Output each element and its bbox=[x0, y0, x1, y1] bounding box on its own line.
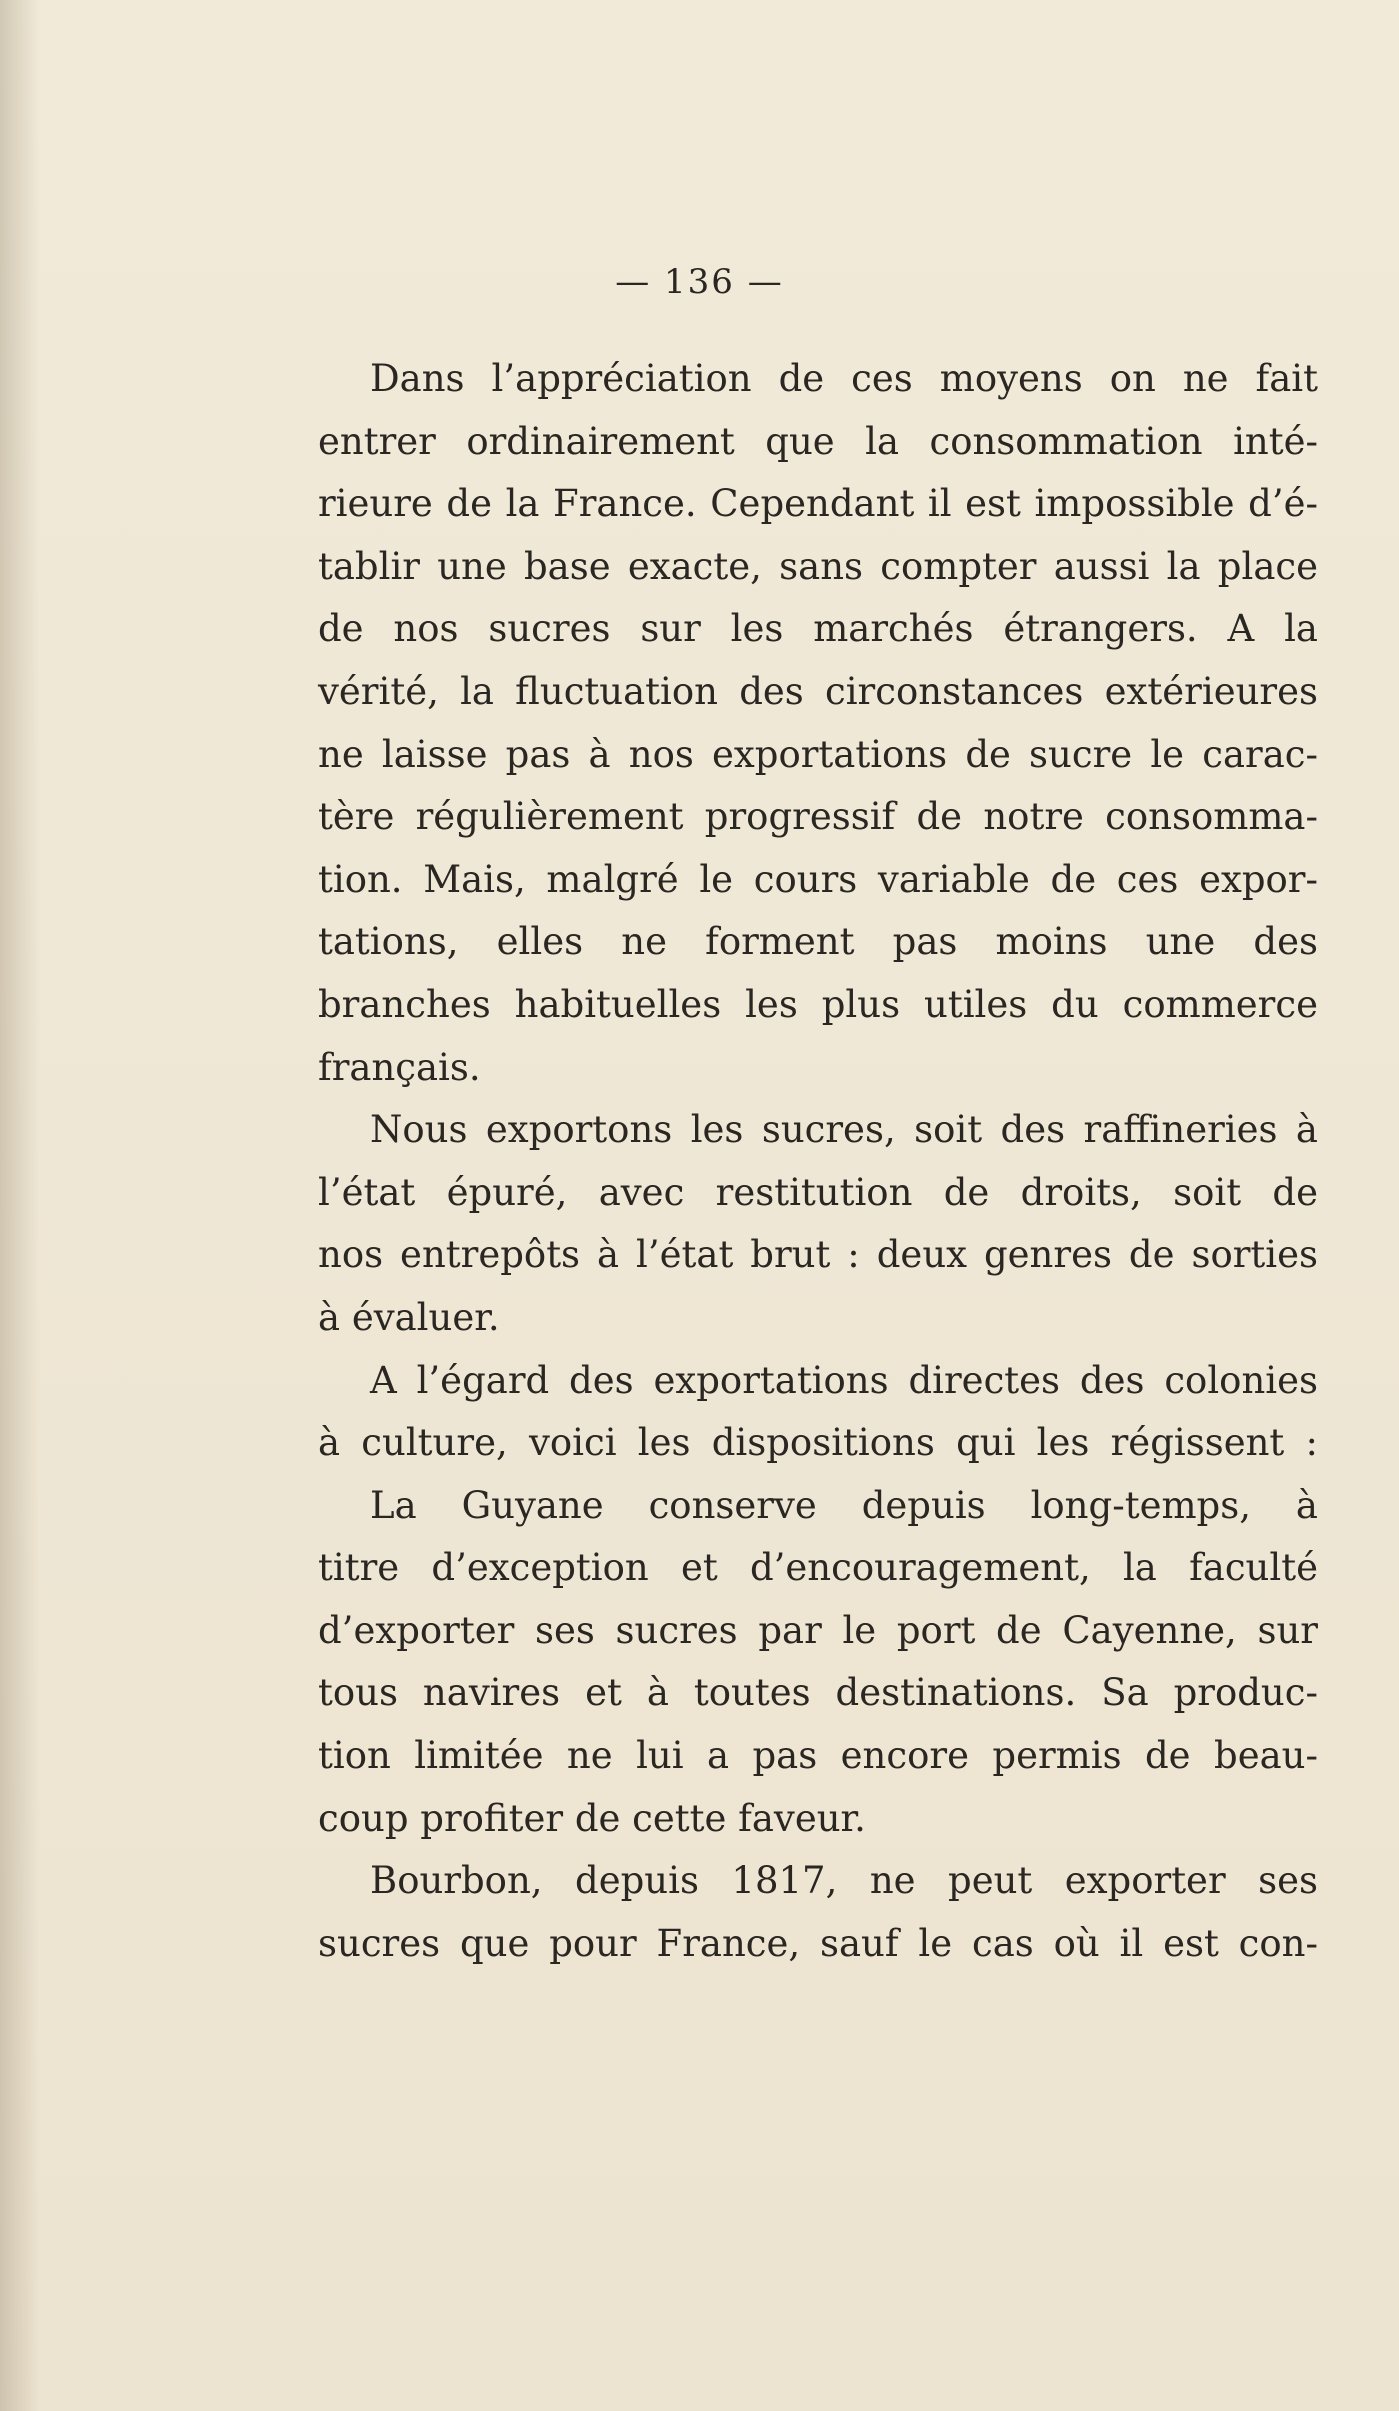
text-line: tère régulièrement progressif de notre consomma- bbox=[318, 795, 1318, 839]
text-line: français. bbox=[318, 1045, 481, 1089]
text-line: vérité, la fluctuation des circonstances extérieures bbox=[318, 669, 1318, 713]
text-line: ne laisse pas à nos exportations de sucre le carac- bbox=[318, 732, 1318, 776]
text-line: La Guyane conserve depuis long-temps, à bbox=[370, 1483, 1318, 1527]
text-line: branches habituelles les plus utiles du commerce bbox=[318, 982, 1318, 1026]
text-line: à évaluer. bbox=[318, 1295, 500, 1339]
text-line: entrer ordinairement que la consommation inté- bbox=[318, 419, 1318, 463]
text-line: tion. Mais, malgré le cours variable de ces expor- bbox=[318, 857, 1318, 901]
text-line: A l’égard des exportations directes des colonies bbox=[370, 1358, 1318, 1402]
text-line: Bourbon, depuis 1817, ne peut exporter ses bbox=[370, 1859, 1318, 1903]
text-line: rieure de la France. Cependant il est impossible d’é- bbox=[318, 482, 1318, 526]
text-line: tations, elles ne forment pas moins une des bbox=[318, 920, 1318, 964]
text-line: l’état épuré, avec restitution de droits, soit de bbox=[318, 1170, 1318, 1214]
page-number: — 136 — bbox=[615, 262, 784, 302]
text-line: d’exporter ses sucres par le port de Cayenne, sur bbox=[318, 1608, 1318, 1652]
text-line: tion limitée ne lui a pas encore permis de beau- bbox=[318, 1734, 1318, 1778]
text-line: tablir une base exacte, sans compter aussi la place bbox=[318, 544, 1318, 588]
text-line: coup profiter de cette faveur. bbox=[318, 1796, 866, 1840]
text-line: de nos sucres sur les marchés étrangers. A la bbox=[318, 607, 1318, 651]
text-line: tous navires et à toutes destinations. Sa produc- bbox=[318, 1671, 1318, 1715]
text-line: Dans l’appréciation de ces moyens on ne fait bbox=[370, 357, 1318, 400]
text-line: à culture, voici les dispositions qui les régissent : bbox=[318, 1421, 1318, 1465]
text-line: titre d’exception et d’encouragement, la faculté bbox=[318, 1546, 1318, 1590]
body-text bbox=[318, 348, 1318, 1975]
text-line: Nous exportons les sucres, soit des raffineries à bbox=[370, 1108, 1318, 1152]
text-line: sucres que pour France, sauf le cas où il est con- bbox=[318, 1921, 1318, 1965]
text-line: nos entrepôts à l’état brut : deux genres de sorties bbox=[318, 1233, 1318, 1277]
page-edge-shadow bbox=[0, 0, 40, 2411]
